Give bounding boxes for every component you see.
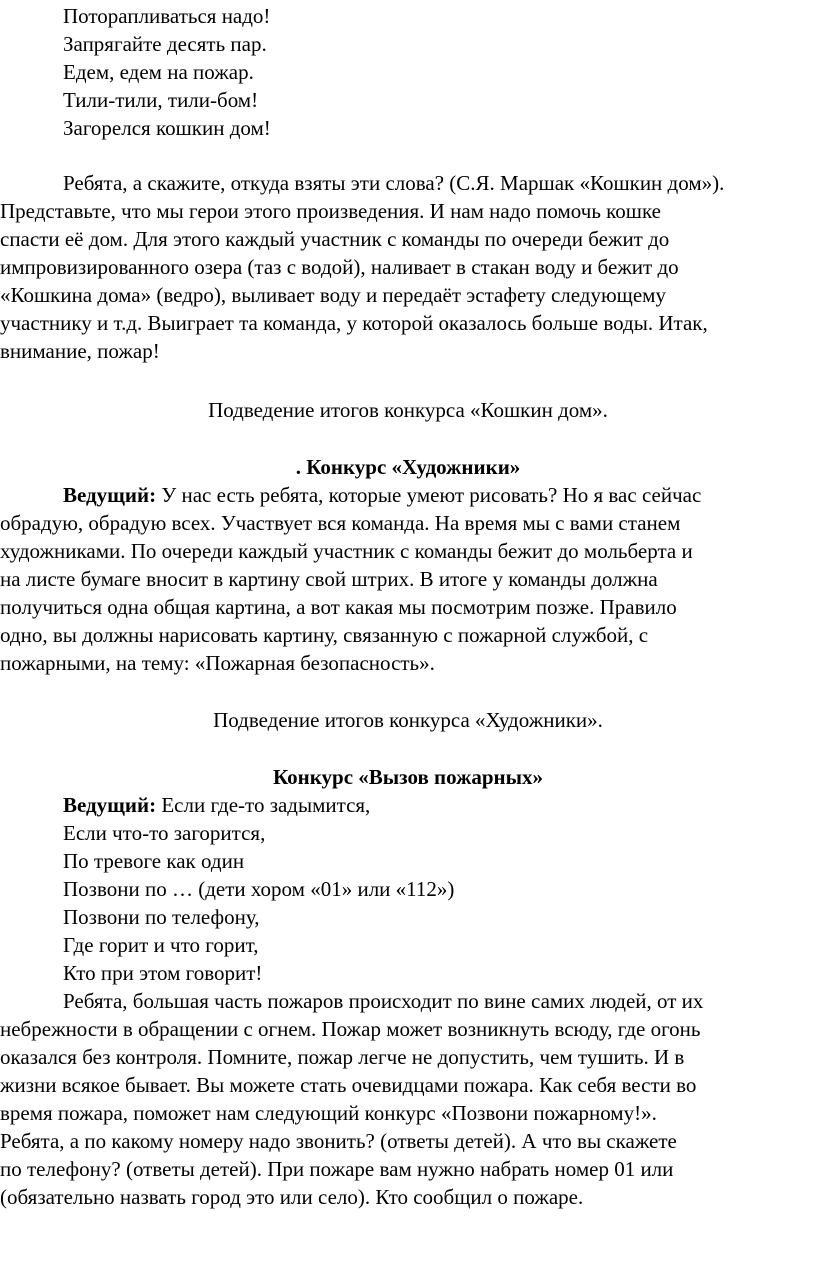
paragraph-line: Ребята, а по какому номеру надо звонить? (ответы детей). А что вы скажете xyxy=(0,1129,677,1153)
host-label: Ведущий: xyxy=(63,793,157,817)
paragraph-line: Ребята, а скажите, откуда взяты эти слова? (С.Я. Маршак «Кошкин дом»). xyxy=(63,171,725,195)
paragraph-line: спасти её дом. Для этого каждый участник с команды по очереди бежит до xyxy=(0,227,670,251)
paragraph-line: жизни всякое бывает. Вы можете стать очевидцами пожара. Как себя вести во xyxy=(0,1073,697,1097)
paragraph-line: оказался без контроля. Помните, пожар легче не допустить, чем тушить. И в xyxy=(0,1045,685,1069)
host-label: Ведущий: xyxy=(63,483,157,507)
paragraph-line: «Кошкина дома» (ведро), выливает воду и передаёт эстафету следующему xyxy=(0,283,666,307)
poem-line: По тревоге как один xyxy=(63,849,245,873)
poem-line: Загорелся кошкин дом! xyxy=(63,116,271,140)
paragraph-line: по телефону? (ответы детей). При пожаре вам нужно набрать номер 01 или xyxy=(0,1157,674,1181)
summary-artists: Подведение итогов конкурса «Художники». xyxy=(213,708,603,732)
poem-text: Если где-то задымится, xyxy=(156,793,371,817)
poem-line: Поторапливаться надо! xyxy=(63,4,271,28)
heading-call: Конкурс «Вызов пожарных» xyxy=(272,765,544,789)
paragraph-line: на листе бумаге вносит в картину свой штрих. В итоге у команды должна xyxy=(0,567,658,591)
paragraph-line: импровизированного озера (таз с водой), наливает в стакан воду и бежит до xyxy=(0,255,679,279)
paragraph-text: У нас есть ребята, которые умеют рисовать? Но я вас сейчас xyxy=(156,483,702,507)
paragraph-line: художниками. По очереди каждый участник с команды бежит до мольберта и xyxy=(0,539,693,563)
poem-line: Если что-то загорится, xyxy=(63,821,266,845)
poem-line: Кто при этом говорит! xyxy=(63,961,263,985)
paragraph-line: получиться одна общая картина, а вот какая мы посмотрим позже. Правило xyxy=(0,595,677,619)
poem-line: Тили-тили, тили-бом! xyxy=(63,88,259,112)
paragraph-line: пожарными, на тему: «Пожарная безопасность». xyxy=(0,651,435,675)
paragraph-line: (обязательно назвать город это или село). Кто сообщил о пожаре. xyxy=(0,1185,584,1209)
paragraph-line: небрежности в обращении с огнем. Пожар может возникнуть всюду, где огонь xyxy=(0,1017,701,1041)
poem-line: Где горит и что горит, xyxy=(63,933,259,957)
poem-line xyxy=(0,791,816,819)
heading-artists: . Конкурс «Художники» xyxy=(295,455,521,479)
summary-kitten: Подведение итогов конкурса «Кошкин дом». xyxy=(208,398,608,422)
paragraph-line xyxy=(0,481,816,509)
paragraph-line: одно, вы должны нарисовать картину, связанную с пожарной службой, с xyxy=(0,623,649,647)
paragraph-line: обрадую, обрадую всех. Участвует вся команда. На время мы с вами станем xyxy=(0,511,681,535)
paragraph-line: Представьте, что мы герои этого произведения. И нам надо помочь кошке xyxy=(0,199,661,223)
poem-line: Запрягайте десять пар. xyxy=(63,32,267,56)
paragraph-line: время пожара, поможет нам следующий конкурс «Позвони пожарному!». xyxy=(0,1101,657,1125)
paragraph-line: участнику и т.д. Выиграет та команда, у которой оказалось больше воды. Итак, xyxy=(0,311,708,335)
poem-line: Едем, едем на пожар. xyxy=(63,60,254,84)
poem-line: Позвони по … (дети хором «01» или «112») xyxy=(63,877,455,901)
paragraph-line: Ребята, большая часть пожаров происходит по вине самих людей, от их xyxy=(63,989,704,1013)
paragraph-line: внимание, пожар! xyxy=(0,339,160,363)
poem-line: Позвони по телефону, xyxy=(63,905,260,929)
